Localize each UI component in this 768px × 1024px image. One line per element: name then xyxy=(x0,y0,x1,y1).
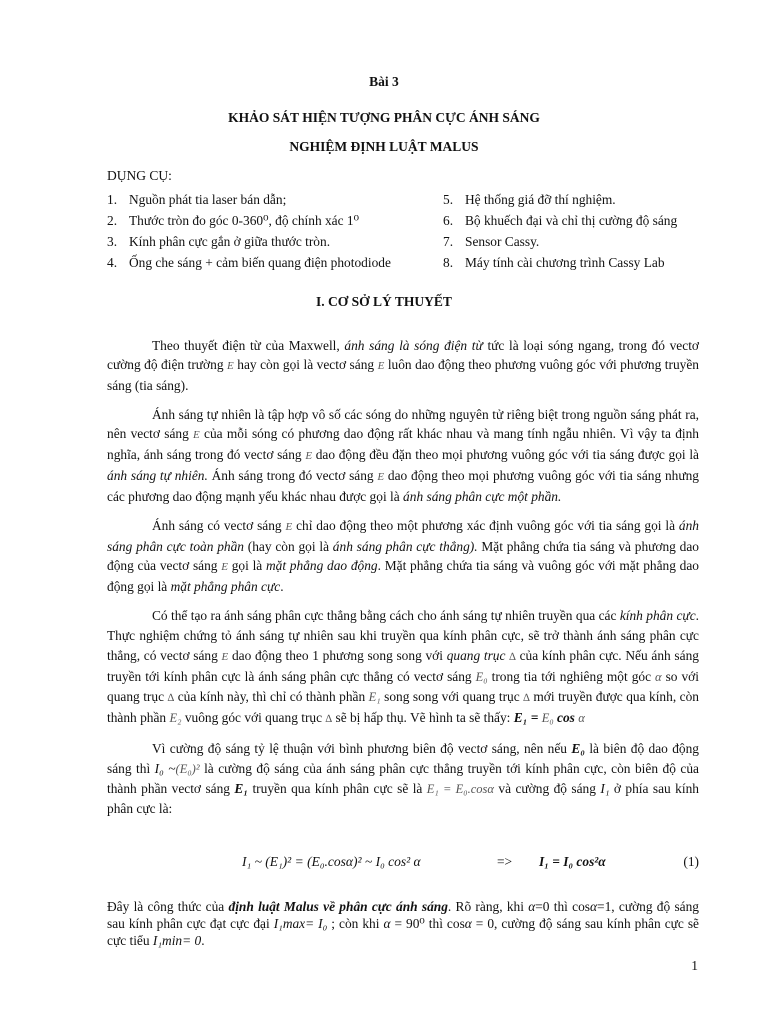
paragraph-3: Ánh sáng có vectơ sáng E chỉ dao động theo một phương xác định vuông góc với tia sáng gọi là ánh sáng phân cực toàn phần (hay còn gọi là ánh sáng phân cực thẳng). Mặt phẳng chứa tia sáng và phương dao động của vectơ sáng E gọi là mặt phẳng dao động. Mặt phẳng chứa tia sáng và vuông góc với mặt phẳng dao động gọi là mặt phẳng phân cực. xyxy=(107,518,699,594)
equipment-item: 4. Ống che sáng + cảm biến quang điện photodiode xyxy=(107,255,391,270)
document-subtitle: NGHIỆM ĐỊNH LUẬT MALUS xyxy=(289,139,479,154)
delta-symbol: ∆ xyxy=(325,713,333,725)
equipment-item: 2. Thước tròn đo góc 0-360⁰, độ chính xác 1⁰ xyxy=(107,213,359,228)
delta-symbol: ∆ xyxy=(167,692,175,704)
equipment-item: 6. Bộ khuếch đại và chỉ thị cường độ sáng xyxy=(443,213,678,228)
equipment-list-left xyxy=(107,189,437,273)
equation-arrow: => xyxy=(497,854,513,869)
equipment-label: DỤNG CỤ: xyxy=(107,168,172,183)
vector-e-symbol: E xyxy=(285,521,293,533)
vector-e-symbol: E xyxy=(305,450,313,462)
alpha-symbol: α xyxy=(578,711,585,725)
e2-symbol: E₂ xyxy=(169,711,182,725)
e1-equation-symbol: E₁ = E₀.cosα xyxy=(426,782,494,796)
malus-equation xyxy=(107,852,699,876)
equipment-item: 7. Sensor Cassy. xyxy=(443,234,540,249)
vector-e-symbol: E xyxy=(377,471,385,483)
body-text xyxy=(107,336,699,829)
paragraph-2: Ánh sáng tự nhiên là tập hợp vô số các sóng do những nguyên tử riêng biệt trong nguồn sáng phát ra, nên vectơ sáng E của mỗi sóng có phương dao động rất khác nhau và mang tính ngẫu nhiên. Vì vậy ta định nghĩa, ánh sáng trong đó vectơ sáng E dao động đều đặn theo mọi phương vuông góc với tia sáng được gọi là ánh sáng tự nhiên. Ánh sáng trong đó vectơ sáng E dao động theo mọi phương vuông góc với tia sáng nhưng các phương dao động mạnh yếu khác nhau được gọi là ánh sáng phân cực một phần. xyxy=(107,407,699,504)
vector-e-symbol: E xyxy=(193,429,200,441)
document-title: KHẢO SÁT HIỆN TƯỢNG PHÂN CỰC ÁNH SÁNG xyxy=(228,110,540,125)
page-number: 1 xyxy=(691,958,698,973)
lesson-number: Bài 3 xyxy=(369,74,399,89)
delta-symbol: ∆ xyxy=(523,692,530,704)
equipment-item: 5. Hệ thống giá đỡ thí nghiệm. xyxy=(443,192,616,207)
vector-e-symbol: E xyxy=(377,360,385,372)
equipment-item: 3. Kính phân cực gắn ở giữa thước tròn. xyxy=(107,234,331,249)
equation-number: (1) xyxy=(683,854,699,869)
paragraph-5: Vì cường độ sáng tỷ lệ thuận với bình phương biên độ vectơ sáng, nên nếu E₀ là biên độ dao động sáng thì I₀ ~(E₀)² là cường độ sáng của ánh sáng phân cực thẳng truyền tới kính phân cực, còn biên độ của thành phần vectơ sáng E₁ truyền qua kính phân cực sẽ là E₁ = E₀.cosα và cường độ sáng I₁ ở phía sau kính phân cực là: xyxy=(107,741,699,816)
equation-lhs: I₁ ~ (E₁)² = (E₀.cosα)² ~ I₀ cos² α xyxy=(242,854,421,869)
e0-symbol: E₀ xyxy=(475,670,488,684)
delta-symbol: ∆ xyxy=(509,651,516,663)
equipment-item: 8. Máy tính cài chương trình Cassy Lab xyxy=(443,255,665,270)
e0-symbol: E₀ xyxy=(541,711,554,725)
alpha-symbol: α xyxy=(655,670,662,684)
e1-symbol: E₁ xyxy=(368,690,381,704)
paragraph-1: Theo thuyết điện từ của Maxwell, ánh sáng là sóng điện từ tức là loại sóng ngang, trong đó vectơ cường độ điện trường E hay còn gọi là vectơ sáng E luôn dao động theo phương vuông góc với phương truyền sáng (tia sáng). xyxy=(107,338,700,393)
e0-squared-symbol: (E₀)² xyxy=(175,762,200,776)
paragraph-6: Đây là công thức của định luật Malus về phân cực ánh sáng. Rõ ràng, khi α=0 thì cosα=1, cường độ sáng sau kính phân cực đạt cực đại I₁max= I₀ ; còn khi α = 90⁰ thì cosα = 0, cường độ sáng sau kính phân cực sẽ cực tiểu I₁min= 0. xyxy=(107,899,699,949)
vector-e-symbol: E xyxy=(227,360,234,372)
vector-e-symbol: E xyxy=(221,651,229,663)
section-title: I. CƠ SỞ LÝ THUYẾT xyxy=(316,294,452,309)
paragraph-4: Có thể tạo ra ánh sáng phân cực thẳng bằng cách cho ánh sáng tự nhiên truyền qua các kính phân cực. Thực nghiệm chứng tỏ ánh sáng tự nhiên sau khi truyền qua kính phân cực, sẽ trở thành ánh sáng phân cực thẳng, có vectơ sáng E dao động theo 1 phương song song với quang trục ∆ của kính phân cực. Nếu ánh sáng truyền tới kính phân cực là ánh sáng phân cực thẳng có vectơ sáng E₀ trong tia tới nghiêng một góc α so với quang trục ∆ của kính này, thì chỉ có thành phần E₁ song song với quang trục ∆ mới truyền được qua kính, còn thành phần E₂ vuông góc với quang trục ∆ sẽ bị hấp thụ. Vẽ hình ta sẽ thấy: E₁ = E₀ cos α xyxy=(107,608,699,725)
vector-e-symbol: E xyxy=(221,561,228,573)
equation-rhs: I₁ = I₀ cos²α xyxy=(539,854,606,869)
equipment-item: 1. Nguồn phát tia laser bán dẫn; xyxy=(107,192,287,207)
equipment-list-right xyxy=(443,189,713,273)
